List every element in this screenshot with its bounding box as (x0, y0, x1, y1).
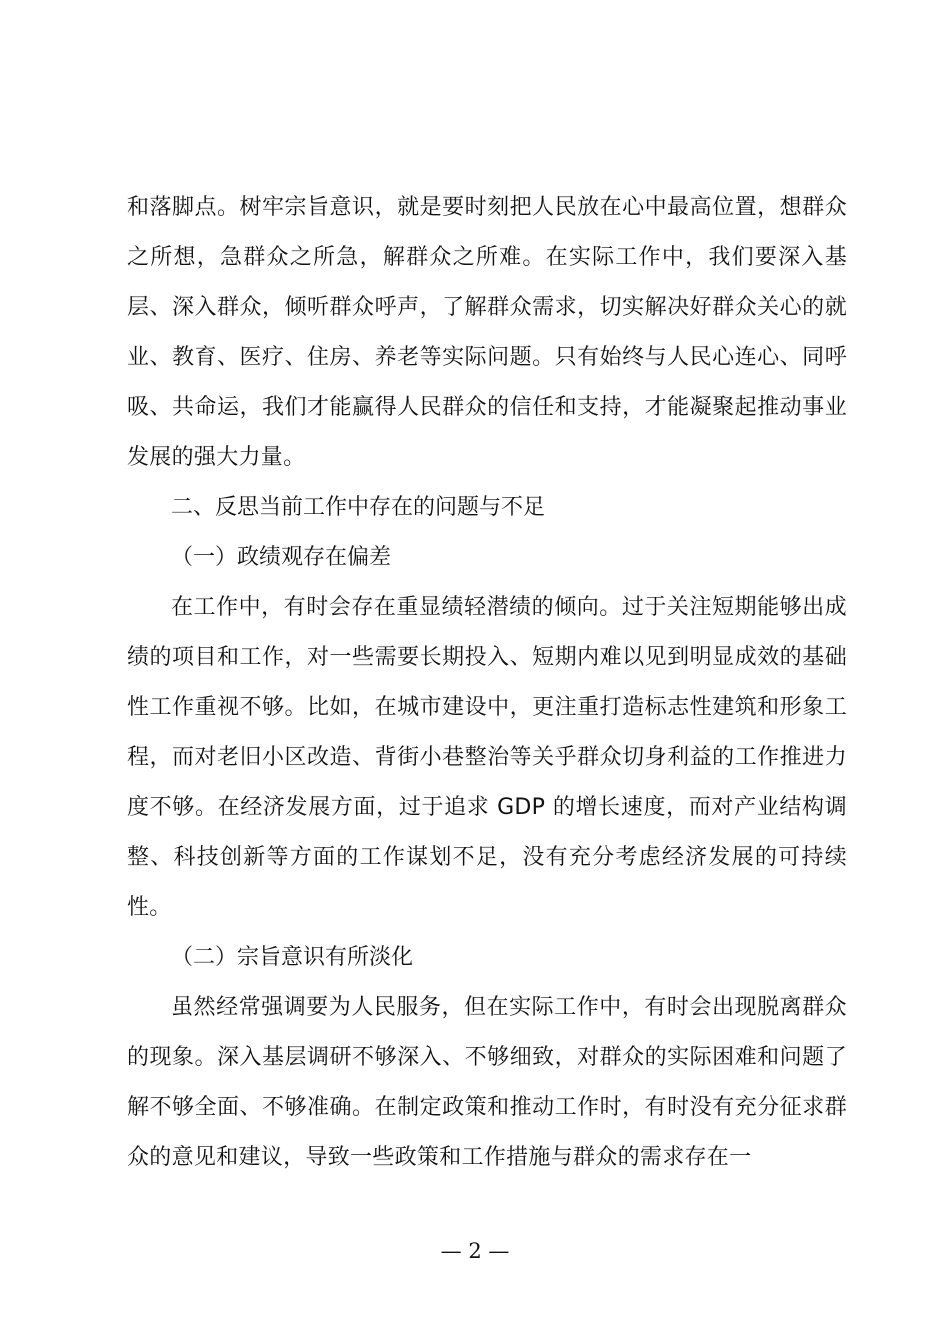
subsection-heading-2: （二）宗旨意识有所淡化 (171, 945, 414, 970)
subsection-heading-1: （一）政绩观存在偏差 (171, 545, 392, 570)
body-paragraph-2: 虽然经常强调要为人民服务，但在实际工作中，有时会出现脱离群众的现象。深入基层调研不够深入、不够细致，对群众的实际困难和问题了解不够全面、不够准确。在制定政策和推动工作时，有时没有充分征求群众的意见和建议，导致一些政策和工作措施与群众的需求存在一 (127, 995, 847, 1170)
document-body (127, 183, 847, 1183)
continuation-paragraph: 和落脚点。树牢宗旨意识，就是要时刻把人民放在心中最高位置，想群众之所想，急群众之所急，解群众之所难。在实际工作中，我们要深入基层、深入群众，倾听群众呼声，了解群众需求，切实解决好群众关心的就业、教育、医疗、住房、养老等实际问题。只有始终与人民心连心、同呼吸、共命运，我们才能赢得人民群众的信任和支持，才能凝聚起推动事业发展的强大力量。 (127, 195, 847, 470)
body-paragraph-1: 在工作中，有时会存在重显绩轻潜绩的倾向。过于关注短期能够出成绩的项目和工作，对一些需要长期投入、短期内难以见到明显成效的基础性工作重视不够。比如，在城市建设中，更注重打造标志性建筑和形象工程，而对老旧小区改造、背街小巷整治等关乎群众切身利益的工作推进力度不够。在经济发展方面，过于追求 GDP 的增长速度，而对产业结构调整、科技创新等方面的工作谋划不足，没有充分考虑经济发展的可持续性。 (127, 595, 847, 920)
page-number: — 2 — (440, 1239, 510, 1263)
section-heading-2: 二、反思当前工作中存在的问题与不足 (171, 495, 546, 520)
